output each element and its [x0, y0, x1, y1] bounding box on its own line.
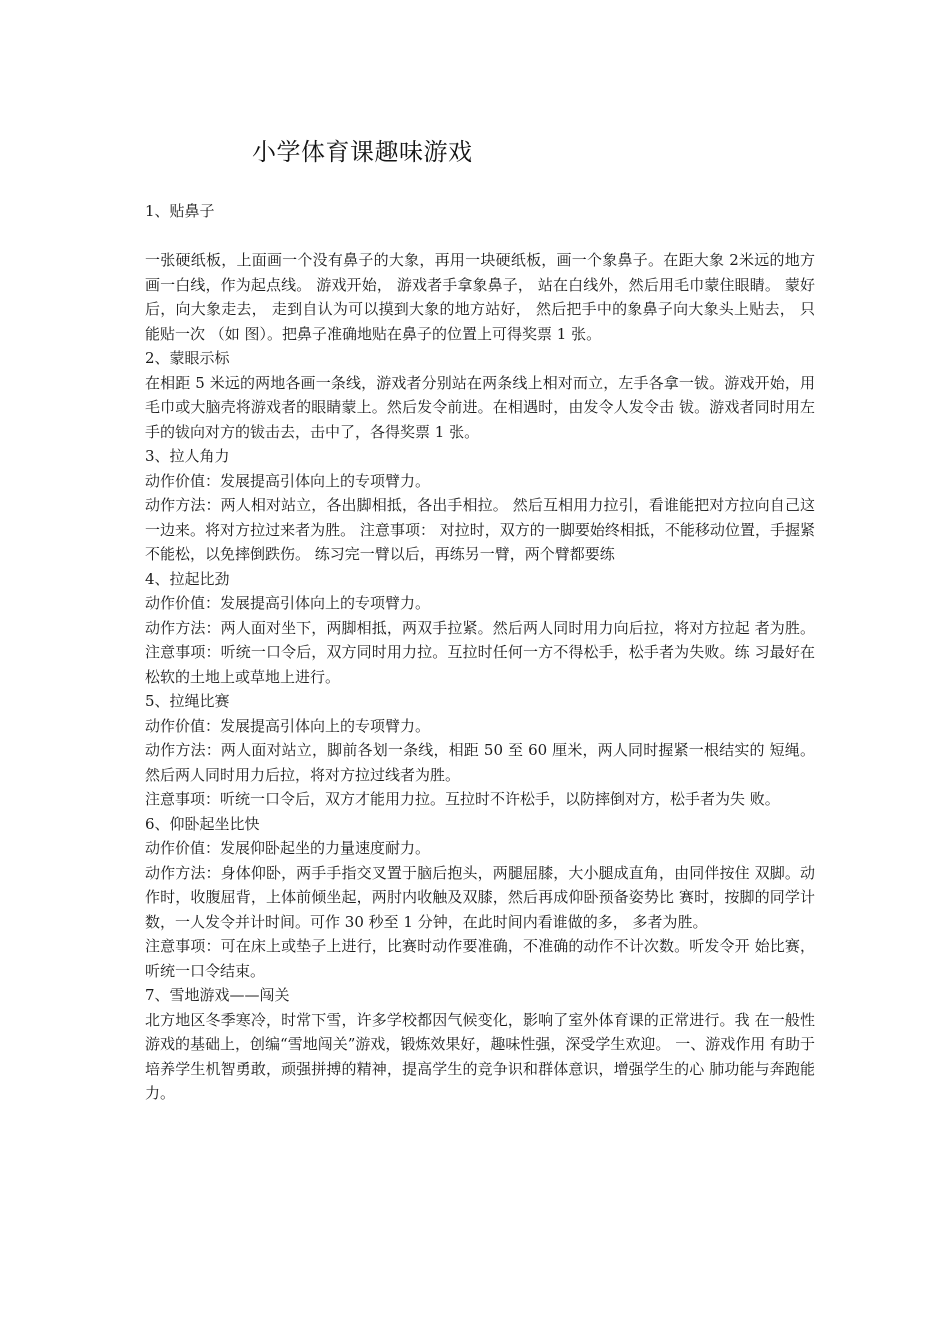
section-paragraph: 一张硬纸板，上面画一个没有鼻子的大象，再用一块硬纸板，画一个象鼻子。在距大象 2米远的地方画一白线，作为起点线。 游戏开始， 游戏者手拿象鼻子， 站在白线外，然后用毛巾蒙住眼睛。 蒙好后，向大象走去， 走到自认为可以摸到大象的地方站好， 然后把手中的象鼻子向大象头上贴去， 只能贴一次 （如 图）。把鼻子准确地贴在鼻子的位置上可得奖票 1 张。	[145, 251, 815, 343]
page-title: 小学体育课趣味游戏	[252, 138, 473, 166]
section-paragraph: 动作方法：两人面对站立，脚前各划一条线，相距 50 至 60 厘米，两人同时握紧一根结实的 短绳。然后两人同时用力后拉，将对方拉过线者为胜。	[145, 741, 815, 784]
section-paragraph: 注意事项：可在床上或垫子上进行，比赛时动作要准确，不准确的动作不计次数。听发令开 始比赛，听统一口令结束。	[145, 937, 815, 980]
document-body	[145, 199, 815, 1106]
section-paragraph: 北方地区冬季寒冷，时常下雪，许多学校都因气候变化，影响了室外体育课的正常进行。我 在一般性游戏的基础上，创编“雪地闯关”游戏，锻炼效果好，趣味性强，深受学生欢迎。 一、游戏作用 有助于培养学生机智勇敢，顽强拼搏的精神，提高学生的竞争识和群体意识，增强学生的心 肺功能与奔跑能力。	[145, 1010, 815, 1102]
blank-line	[145, 224, 815, 249]
section-paragraph: 注意事项：听统一口令后，双方才能用力拉。互拉时不许松手，以防摔倒对方，松手者为失 败。	[145, 790, 780, 808]
section-paragraph: 动作价值：发展提高引体向上的专项臂力。	[145, 471, 431, 490]
section-heading-6: 6、仰卧起坐比快	[145, 814, 260, 833]
section-paragraph: 动作价值：发展提高引体向上的专项臂力。	[145, 594, 431, 612]
section-paragraph: 动作方法：身体仰卧，两手手指交叉置于脑后抱头，两腿屈膝，大小腿成直角，由同伴按住 双脚。动作时，收腹屈背，上体前倾坐起，两肘内收触及双膝，然后再成仰卧预备姿势比 赛时，按脚的同学计数，一人发令并计时间。可作 30 秒至 1 分钟，在此时间内看谁做的多， 多者为胜。	[145, 863, 815, 931]
section-heading-2: 2、蒙眼示标	[145, 349, 230, 367]
section-heading-5: 5、拉绳比赛	[145, 692, 230, 710]
section-paragraph: 动作价值：发展提高引体向上的专项臂力。	[145, 716, 431, 735]
section-heading-7: 7、雪地游戏——闯关	[145, 986, 290, 1004]
section-paragraph: 动作方法：两人相对站立，各出脚相抵，各出手相拉。 然后互相用力拉引，看谁能把对方拉向自己这一边来。将对方拉过来者为胜。 注意事项： 对拉时，双方的一脚要始终相抵，不能移动位置，手握紧不能松，以免摔倒跌伤。 练习完一臂以后，再练另一臂，两个臂都要练	[145, 496, 815, 563]
section-heading-3: 3、拉人角力	[145, 447, 230, 465]
section-paragraph: 在相距 5 米远的两地各画一条线，游戏者分别站在两条线上相对而立，左手各拿一钹。游戏开始，用毛巾或大脑壳将游戏者的眼睛蒙上。然后发令前进。在相遇时，由发令人发令击 钹。游戏者同时用左手的钹向对方的钹击去，击中了，各得奖票 1 张。	[145, 373, 815, 441]
section-paragraph: 动作方法：两人面对坐下，两脚相抵，两双手拉紧。然后两人同时用力向后拉，将对方拉起 者为胜。 注意事项：听统一口令后，双方同时用力拉。互拉时任何一方不得松手，松手者为失败。练 习最好在松软的土地上或草地上进行。	[145, 618, 815, 686]
section-heading-1: 1、贴鼻子	[145, 202, 215, 220]
section-paragraph: 动作价值：发展仰卧起坐的力量速度耐力。	[145, 839, 431, 857]
section-heading-4: 4、拉起比劲	[145, 569, 230, 588]
